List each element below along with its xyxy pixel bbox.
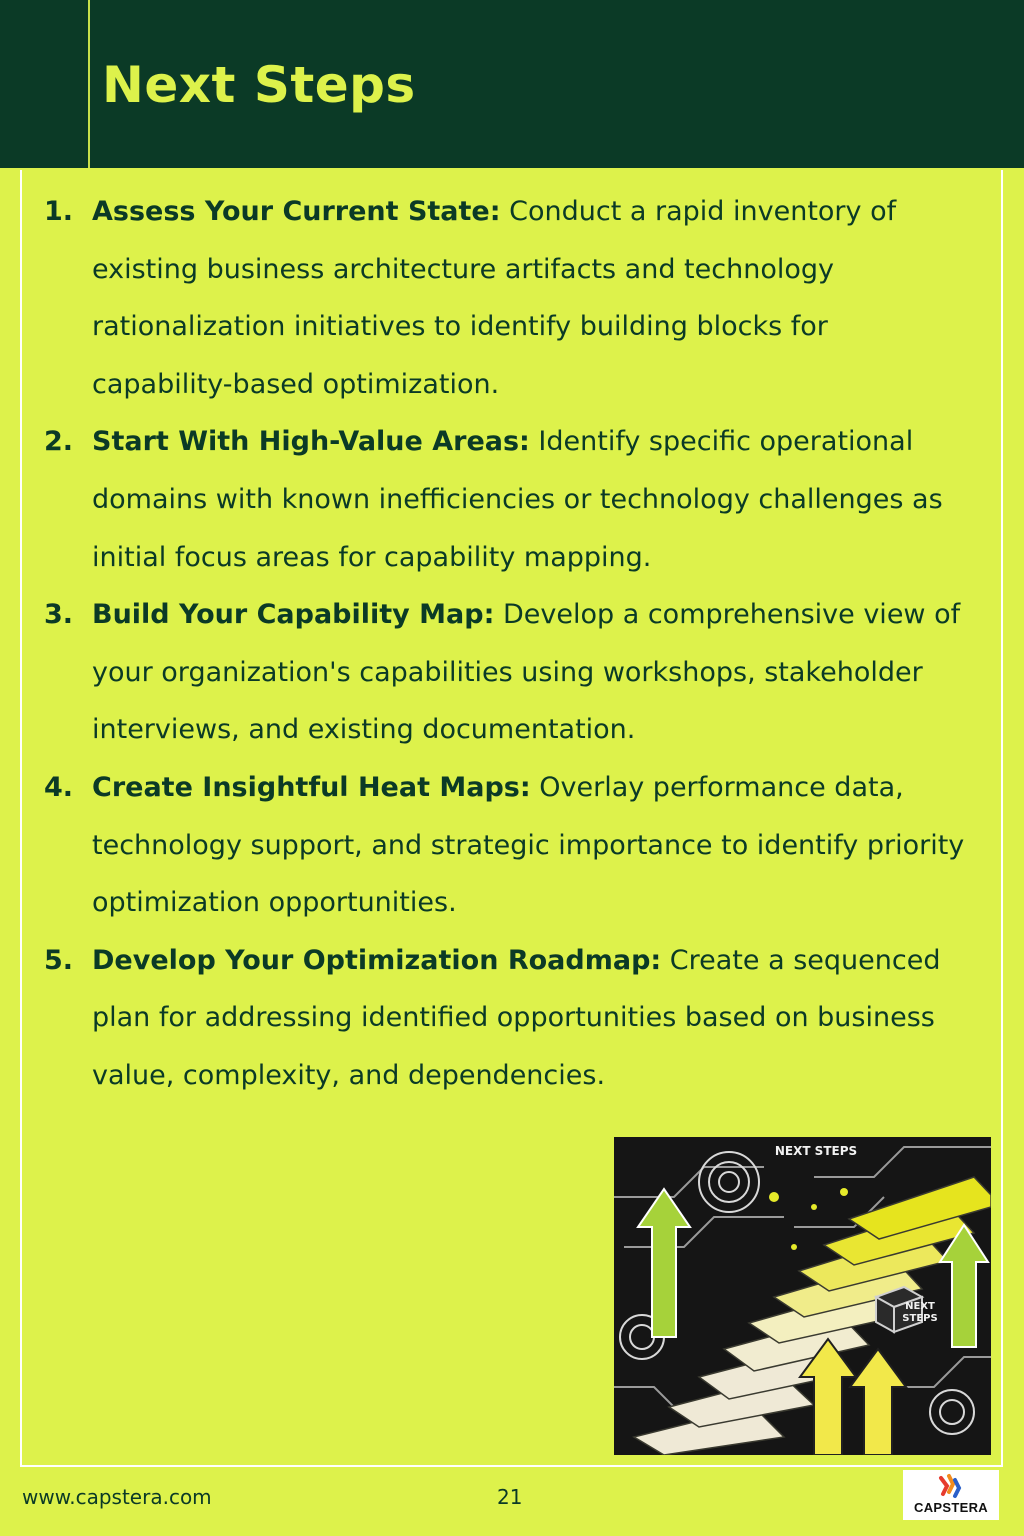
step-text: Conduct a rapid inventory of existing business architecture artifacts and technology rationalization initiatives to identify building blocks for capability-based optimization. [92, 196, 897, 400]
illustration-sign-line2: STEPS [902, 1313, 938, 1324]
logo-text: CAPSTERA [914, 1500, 988, 1515]
frame-bottom-border [20, 1465, 1003, 1467]
page-number: 21 [497, 1485, 523, 1509]
step-title: Create Insightful Heat Maps: [92, 771, 531, 803]
next-steps-illustration [614, 1137, 991, 1455]
step-number: 5. [44, 944, 74, 976]
step-item [44, 586, 974, 759]
step-title: Assess Your Current State: [92, 196, 501, 227]
step-item [44, 413, 974, 586]
header-divider [88, 0, 90, 168]
capstera-logo [903, 1470, 999, 1520]
logo-mark-icon [903, 1470, 999, 1500]
step-text: Create a sequenced plan for addressing identified opportunities based on business value, complexity, and dependencies. [92, 944, 941, 1091]
step-text: Identify specific operational domains with known inefficiencies or technology challenges as initial focus areas for capability mapping. [92, 426, 943, 573]
step-number: 3. [44, 599, 74, 631]
step-title: Build Your Capability Map: [92, 599, 495, 631]
step-number: 1. [44, 196, 74, 227]
frame-left-border [20, 170, 22, 1466]
illustration-banner: NEXT STEPS [774, 1144, 858, 1158]
page-title: Next Steps [102, 56, 416, 114]
step-item [44, 183, 974, 413]
steps-list [44, 183, 974, 1105]
header-bar [0, 0, 1024, 168]
step-number: 2. [44, 426, 74, 458]
footer-url[interactable]: www.capstera.com [22, 1485, 212, 1509]
step-number: 4. [44, 771, 74, 803]
frame-right-border [1001, 170, 1003, 1466]
illustration-sign-line1: NEXT [905, 1301, 935, 1312]
step-text: Overlay performance data, technology support, and strategic importance to identify priority optimization opportunities. [92, 771, 965, 919]
step-item [44, 932, 974, 1105]
step-text: Develop a comprehensive view of your organization's capabilities using workshops, stakeholder interviews, and existing documentation. [92, 599, 961, 746]
illustration-graphic [614, 1137, 991, 1455]
step-title: Start With High-Value Areas: [92, 426, 530, 458]
step-title: Develop Your Optimization Roadmap: [92, 944, 662, 976]
step-item [44, 759, 974, 932]
